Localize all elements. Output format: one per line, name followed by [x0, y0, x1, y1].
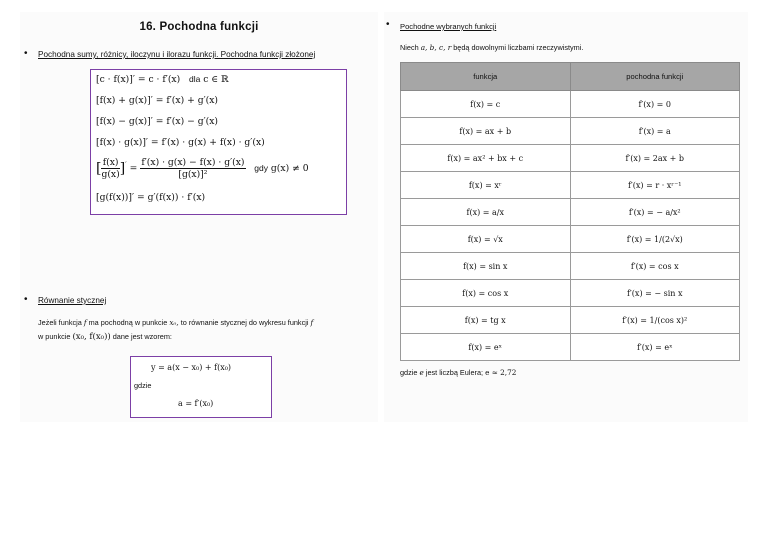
cell-derivative: f′(x) = 1/(cos x)² [570, 307, 740, 334]
tangent-formula: y = a(x − x₀) + f(x₀) [151, 363, 232, 372]
rules-box [90, 69, 347, 215]
cell-function: f(x) = cos x [401, 280, 571, 307]
rule-sum: [f(x) + g(x)]′ = f′(x) + g′(x) [96, 95, 219, 106]
rule-quotient-cond: gdy [254, 163, 268, 173]
section-heading-rules-label: Pochodna sumy, różnicy, iloczynu i ilorazu funkcji. Pochodna funkcji złożonej [38, 50, 316, 59]
cell-derivative-text: f′(x) = − a/x² [628, 207, 681, 217]
cell-function: f(x) = tg x [401, 307, 571, 334]
table-row [401, 172, 740, 199]
tangent-math: (x₀, f(x₀)) [72, 332, 111, 342]
table-row [401, 253, 740, 280]
table-row [401, 307, 740, 334]
cell-function-text: f(x) = a/x [466, 207, 504, 217]
section-heading-derivatives [400, 21, 496, 32]
cell-function: f(x) = eˣ [401, 334, 571, 361]
table-header-row [401, 63, 740, 91]
rule-difference: [f(x) − g(x)]′ = f′(x) − g′(x) [96, 116, 219, 127]
tangent-text: dane jest wzorem: [112, 332, 172, 341]
bullet-icon: • [386, 19, 390, 30]
cell-derivative: f′(x) = 1/(2√x) [570, 226, 740, 253]
cell-derivative: f′(x) = − sin x [570, 280, 740, 307]
table-row [401, 91, 740, 118]
rule-chain: [g(f(x))]′ = g′(f(x)) · f′(x) [96, 192, 206, 203]
tangent-text: w punkcie [38, 332, 71, 341]
footnote-math: e [419, 368, 424, 377]
intro-text: Niech [400, 43, 419, 52]
section-heading-derivatives-label: Pochodne wybranych funkcji [400, 22, 497, 31]
page-title: 16. Pochodna funkcji [139, 21, 259, 33]
tangent-a-def: a = f′(x₀) [178, 399, 214, 408]
section-heading-rules [38, 49, 315, 60]
tangent-text: ma pochodną w punkcie [88, 318, 168, 327]
cell-derivative [570, 199, 740, 226]
intro-text: będą dowolnymi liczbami rzeczywistymi. [453, 43, 584, 52]
cell-derivative: f′(x) = a [570, 118, 740, 145]
rule-product: [f(x) · g(x)]′ = f′(x) · g(x) + f(x) · g′(x) [96, 137, 265, 148]
footnote-text: jest liczbą Eulera; [425, 368, 484, 377]
tangent-math: f [83, 318, 87, 327]
table-row [401, 145, 740, 172]
rule-quotient: [ $\frac{f(x)}{g(x)}$ ]′ = $\frac{f'(x) \cdot g(x) - f(x) \cdot g'(x)}{\text{[g(x)]²}}$ gdy g(x) ≠ 0 [96, 157, 309, 180]
section-heading-tangent-label: Równanie stycznej [38, 296, 107, 305]
table-row [401, 118, 740, 145]
rule-constant-formula: [c · f(x)]′ = c · f′(x) [96, 74, 181, 85]
tangent-math: x₀, [169, 318, 179, 327]
cell-derivative: f′(x) = eˣ [570, 334, 740, 361]
cell-derivative: f′(x) = 2ax + b [570, 145, 740, 172]
cell-derivative: f′(x) = cos x [570, 253, 740, 280]
table-row [401, 334, 740, 361]
rule-constant-cond: dla [188, 74, 201, 84]
tangent-text: to równanie stycznej do wykresu funkcji [180, 318, 309, 327]
bullet-icon: • [24, 294, 28, 305]
cell-function: f(x) = ax² + bx + c [401, 145, 571, 172]
bullet-icon: • [24, 48, 28, 59]
quotient-rhs-num: f′(x) · g(x) − f(x) · g′(x) [141, 157, 245, 168]
footnote [400, 366, 516, 380]
cell-derivative: f′(x) = 0 [570, 91, 740, 118]
rule-constant [96, 74, 229, 85]
quotient-lhs-num: f(x) [102, 157, 119, 168]
intro-vars: a, b, c, r [420, 43, 452, 52]
tangent-text: Jeżeli funkcja [38, 318, 82, 327]
tangent-paragraph [38, 316, 378, 344]
header-function: funkcja [401, 63, 571, 91]
cell-function: f(x) = xʳ [401, 172, 571, 199]
right-page [384, 12, 748, 422]
cell-function: f(x) = ax + b [401, 118, 571, 145]
left-page [20, 12, 378, 422]
cell-derivative: f′(x) = r · xʳ⁻¹ [570, 172, 740, 199]
tangent-where: gdzie [134, 381, 152, 390]
table-row [401, 280, 740, 307]
footnote-text: gdzie [400, 368, 418, 377]
cell-function: f(x) = sin x [401, 253, 571, 280]
tangent-math: f [310, 318, 314, 327]
tangent-box [130, 356, 272, 418]
cell-function [401, 199, 571, 226]
intro-line [400, 41, 583, 55]
quotient-lhs-den: g(x) [101, 169, 120, 180]
cell-function: f(x) = √x [401, 226, 571, 253]
header-derivative: pochodna funkcji [570, 63, 740, 91]
rule-quotient-cond-math: g(x) ≠ 0 [270, 163, 309, 174]
derivatives-table [400, 62, 740, 361]
quotient-rhs-den: [g(x)]² [178, 169, 208, 180]
section-heading-tangent [38, 295, 106, 306]
cell-function: f(x) = c [401, 91, 571, 118]
table-row [401, 226, 740, 253]
table-row [401, 199, 740, 226]
rule-constant-cond-math: c ∈ ℝ [203, 74, 229, 85]
footnote-math: e ≈ 2,72 [485, 368, 517, 377]
